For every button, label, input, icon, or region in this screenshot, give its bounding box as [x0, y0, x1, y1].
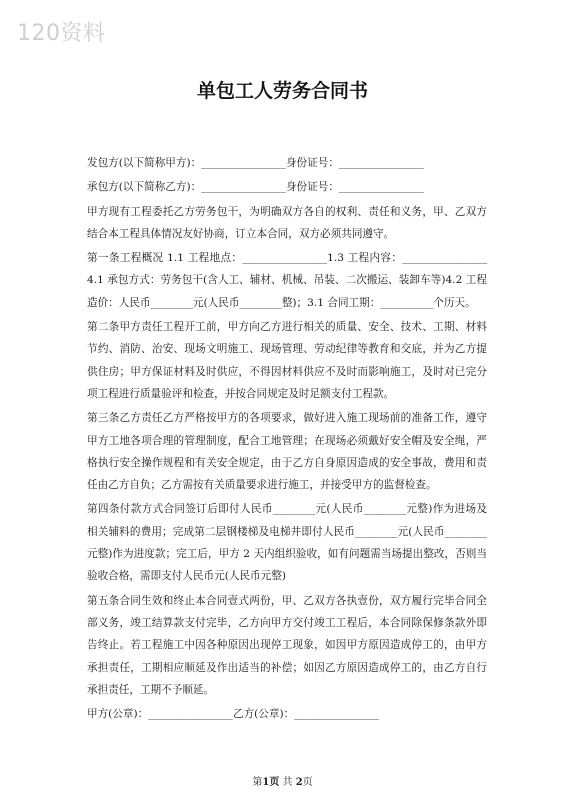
- paragraph-party-a: 发包方(以下简称甲方)：________________身份证号：________________: [87, 157, 424, 169]
- paragraph-article-3: 第三条乙方责任乙方严格按甲方的各项要求，做好进入施工现场前的准备工作，遵守甲方工地各项合理的管理制度，配合工地管理；在现场必须戴好安全帽及安全绳，严格执行安全操作规程和有关安全规定，由于乙方自身原因造成的安全事故，费用和责任由乙方自负；乙方需按有关质量要求进行施工，并接受甲方的监督检查。: [87, 412, 487, 492]
- page-footer: [0, 773, 565, 788]
- paragraph-party-b: 承包方(以下简称乙方)：________________身份证号：________________: [87, 181, 424, 194]
- paragraph-preamble: 甲方现有工程委托乙方劳务包干，为明确双方各自的权利、责任和义务，甲、乙双方结合本工程具体情况友好协商，订立本合同，双方必须共同遵守。: [87, 205, 487, 240]
- footer-total-suffix: 页: [302, 777, 313, 788]
- paragraph-signatures: 甲方(公章)：________________乙方(公章)：________________: [87, 708, 379, 721]
- paragraph-article-1: 第一条工程概况 1.1 工程地点：________________1.3 工程内容：________________4.1 承包方式：劳务包干(含人工、辅材、机械、吊装、二次搬运、装卸车等)4.2 工程造价：人民币________元(人民币________整)；3.1 合同工期：__________个历天。: [87, 252, 487, 309]
- watermark-logo: 120资料: [17, 21, 106, 46]
- footer-total-pages: 2: [295, 777, 303, 788]
- contract-body: [87, 152, 487, 725]
- footer-separator: 共: [282, 777, 293, 788]
- footer-page-number: 1: [262, 777, 270, 788]
- paragraph-article-5: 第五条合同生效和终止本合同壹式两份，甲、乙双方各执壹份，双方履行完毕合同全部义务，竣工结算款支付完毕，乙方向甲方交付竣工工程后，本合同除保修条款外即告终止。若工程施工中因各种原因出现停工现象，如因甲方原因造成停工的，由甲方承担责任，工期相应顺延及作出适当的补偿；如因乙方原因造成停工的，由乙方自行承担责任，工期不予顺延。: [87, 594, 487, 696]
- paragraph-article-4: 第四条付款方式合同签订后即付人民币________元(人民币________元整)作为进场及相关辅料的费用；完成第二层钢楼梯及电梯井即付人民币________元(人民币________元整)作为进度款；完工后，甲方 2 天内组织验收，如有问题需当场提出整改，否则当验收合格，需即支付人民币元(人民币元整): [87, 503, 487, 583]
- footer-page-suffix: 页: [269, 777, 280, 788]
- paragraph-article-2: 第二条甲方责任工程开工前，甲方向乙方进行相关的质量、安全、技术、工期、材料节约、消防、治安、现场文明施工、现场管理、劳动纪律等教育和交底，并为乙方提供住房；甲方保证材料及时供应，不得因材料供应不及时而影响施工，及时对已完分项工程进行质量验评和检查，并按合同规定及时足额支付工程款。: [87, 321, 487, 400]
- footer-prefix: 第: [252, 777, 263, 788]
- document-title: 单包工人劳务合同书: [196, 80, 368, 102]
